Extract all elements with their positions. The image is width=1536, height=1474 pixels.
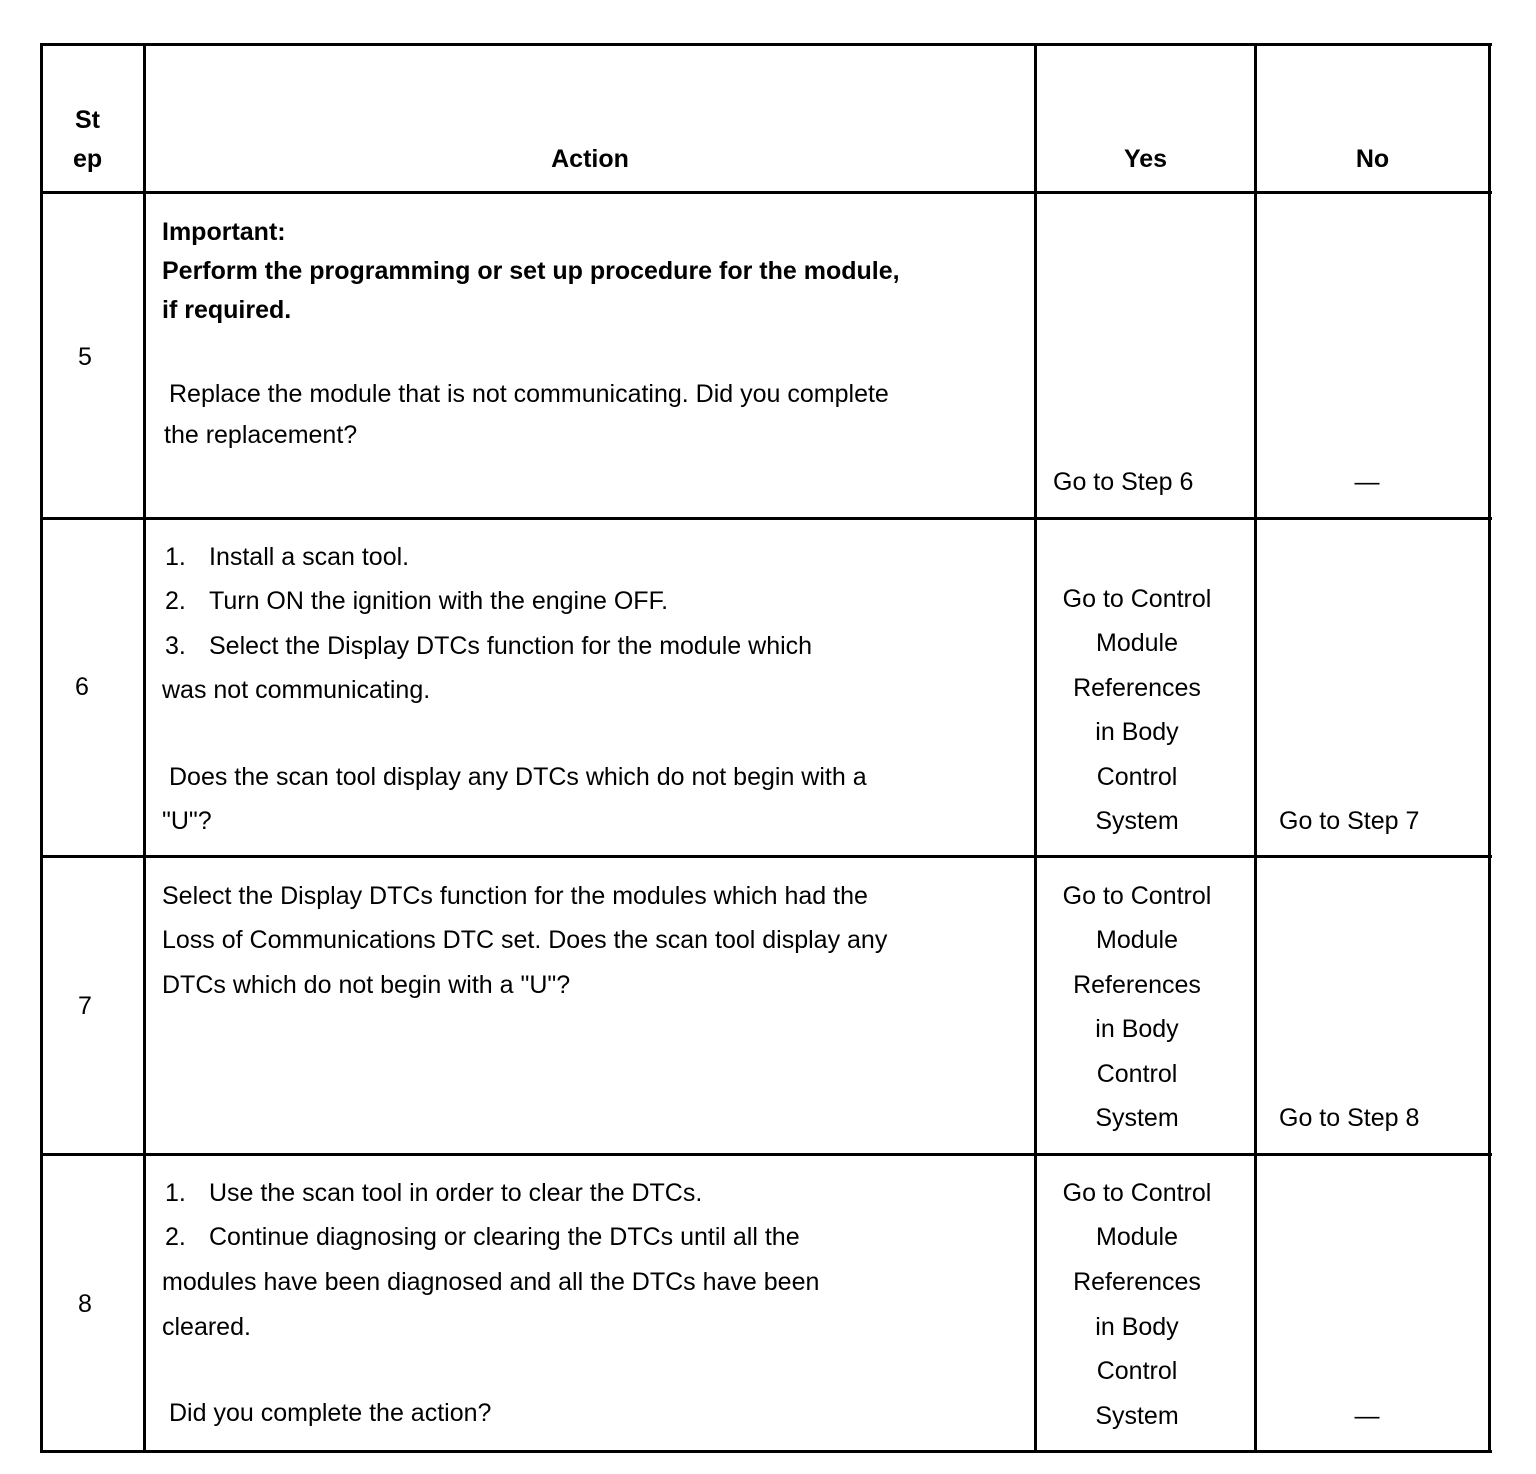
step-column-divider [143, 43, 146, 1453]
important-note-line: if required. [162, 296, 292, 324]
list-item-number: 3. [165, 632, 186, 660]
yes-result-line: System [1095, 807, 1179, 835]
table-right-border [1488, 43, 1491, 1453]
yes-result-line: System [1095, 1104, 1179, 1132]
yes-result-line: System [1095, 1402, 1179, 1430]
list-item-continuation: was not communicating. [162, 676, 431, 704]
no-result: Go to Step 7 [1279, 807, 1420, 835]
yes-result-line: in Body [1095, 1015, 1179, 1043]
important-label: Important: [162, 218, 286, 246]
yes-result-line: Module [1096, 1223, 1178, 1251]
row-6-bottom-border [40, 855, 1492, 858]
yes-result-line: Go to Control [1062, 882, 1212, 910]
header-no: No [1355, 145, 1390, 173]
header-yes: Yes [1123, 145, 1168, 173]
no-result: Go to Step 8 [1279, 1104, 1420, 1132]
yes-result-line: References [1073, 674, 1201, 702]
yes-result-line: in Body [1095, 1313, 1179, 1341]
yes-result-line: Control [1096, 1357, 1178, 1385]
header-step-line1: St [75, 106, 100, 134]
row-5-bottom-border [40, 517, 1492, 520]
header-step-line2: ep [73, 145, 103, 173]
action-text-line: the replacement? [164, 421, 358, 449]
list-item-number: 1. [165, 543, 186, 571]
list-item-number: 1. [165, 1179, 186, 1207]
yes-result-line: Module [1096, 926, 1178, 954]
yes-result-line: Go to Control [1062, 1179, 1212, 1207]
list-item-text: Select the Display DTCs function for the module which [209, 632, 813, 660]
yes-result-line: in Body [1095, 718, 1179, 746]
row-7-bottom-border [40, 1153, 1492, 1156]
step-number: 6 [75, 673, 89, 701]
list-item-number: 2. [165, 587, 186, 615]
important-note-line: Perform the programming or set up procedure for the module, [162, 257, 900, 285]
list-item-text: Turn ON the ignition with the engine OFF. [209, 587, 669, 615]
yes-result-line: Control [1096, 1060, 1178, 1088]
table-left-border [40, 43, 43, 1453]
yes-result-line: Go to Control [1062, 585, 1212, 613]
step-number: 8 [78, 1290, 92, 1318]
yes-column-divider [1254, 43, 1257, 1453]
action-text-line: Loss of Communications DTC set. Does the scan tool display any [162, 926, 888, 954]
header-bottom-border [40, 191, 1492, 194]
step-number: 7 [78, 992, 92, 1020]
list-item-text: Install a scan tool. [209, 543, 410, 571]
yes-result-line: Control [1096, 763, 1178, 791]
table-bottom-border [40, 1450, 1492, 1453]
list-item-text: Use the scan tool in order to clear the DTCs. [209, 1179, 703, 1207]
yes-result-line: References [1073, 971, 1201, 999]
action-text-line: Select the Display DTCs function for the modules which had the [162, 882, 868, 910]
list-item-continuation: modules have been diagnosed and all the DTCs have been [162, 1268, 820, 1296]
action-text-line: Replace the module that is not communicating. Did you complete [169, 380, 889, 408]
table-top-border [40, 43, 1492, 46]
action-text-line: Did you complete the action? [169, 1399, 492, 1427]
action-text-line: DTCs which do not begin with a "U"? [162, 971, 571, 999]
yes-result-line: Module [1096, 629, 1178, 657]
step-number: 5 [78, 343, 92, 371]
list-item-number: 2. [165, 1223, 186, 1251]
no-result-dash: — [1354, 468, 1380, 496]
list-item-text: Continue diagnosing or clearing the DTCs until all the [209, 1223, 800, 1251]
yes-result-line: References [1073, 1268, 1201, 1296]
list-item-continuation: cleared. [162, 1313, 251, 1341]
header-action: Action [551, 145, 629, 173]
yes-result: Go to Step 6 [1053, 468, 1194, 496]
no-result-dash: — [1354, 1402, 1380, 1430]
action-text-line: Does the scan tool display any DTCs which do not begin with a [169, 763, 867, 791]
action-text-line: "U"? [162, 807, 212, 835]
